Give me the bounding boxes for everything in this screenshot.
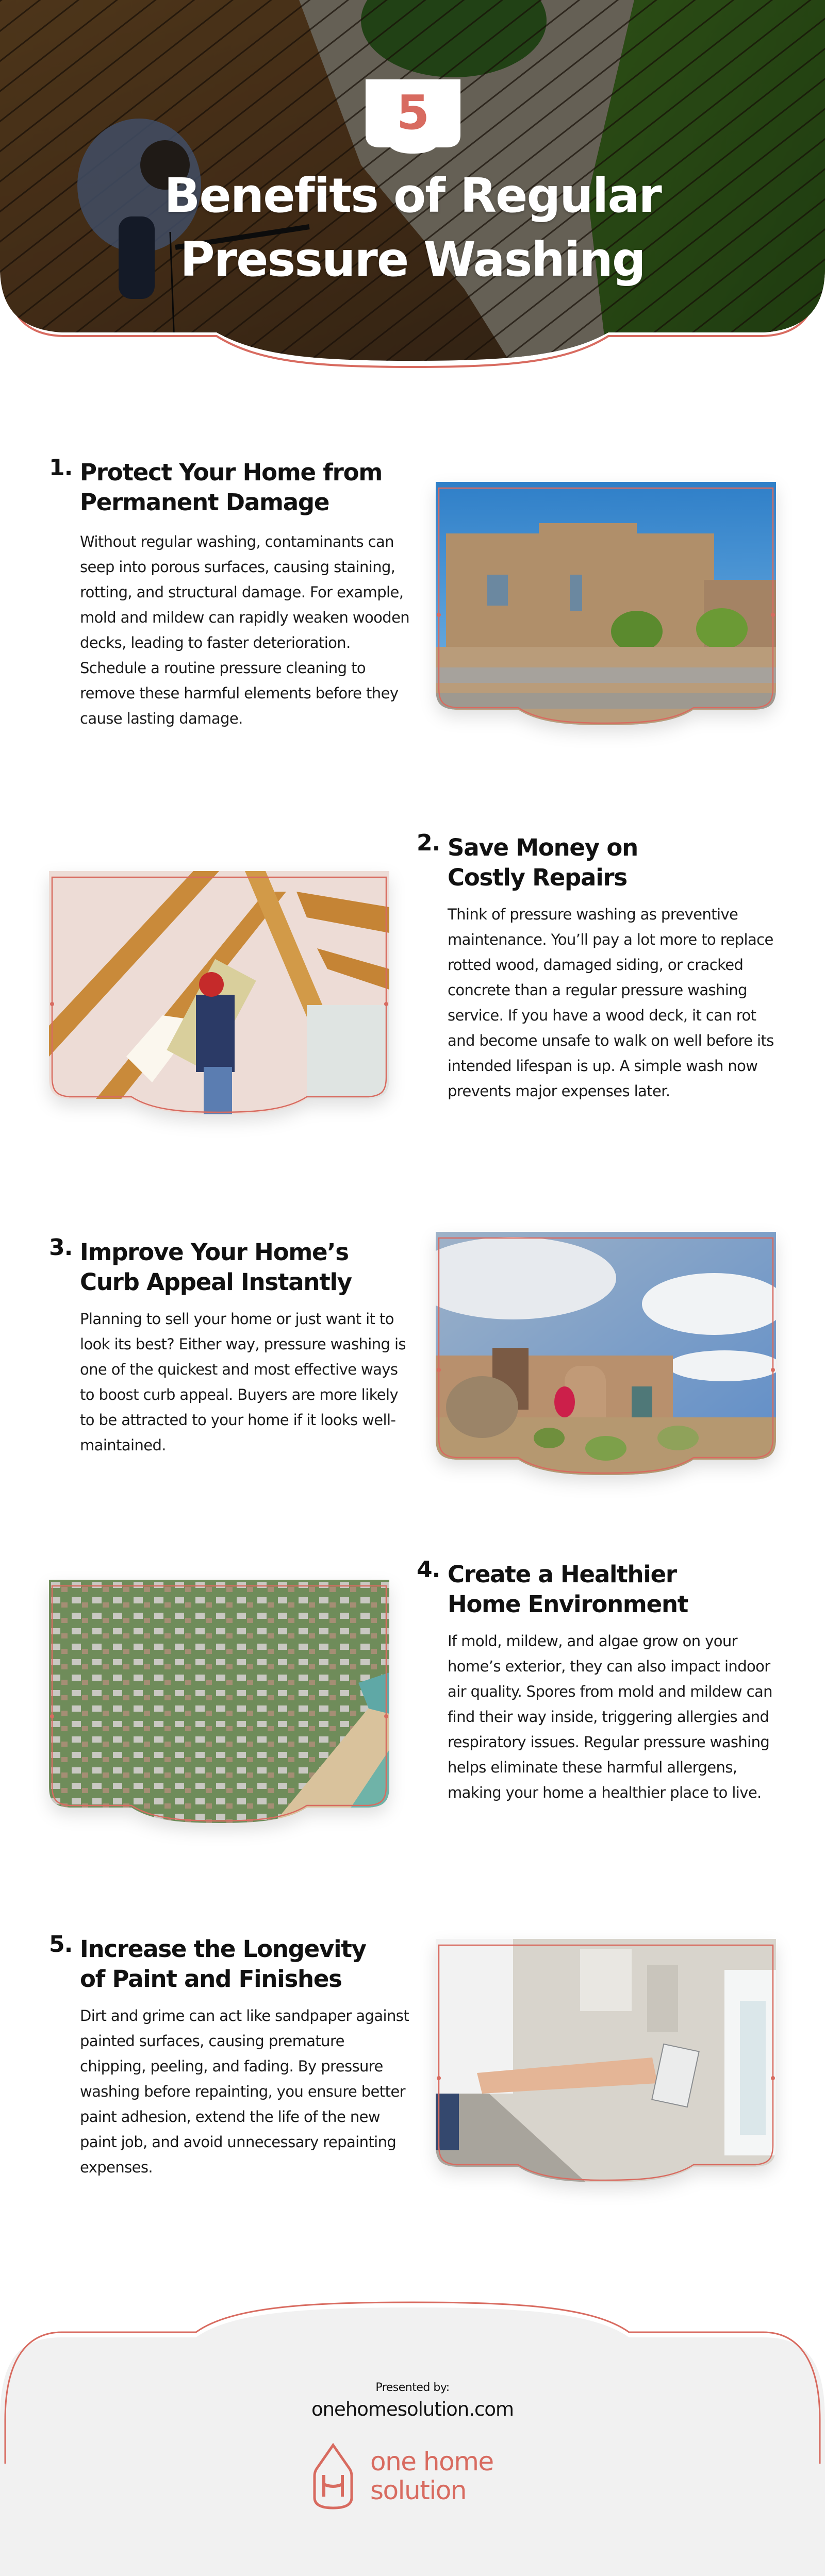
benefit-body: Without regular washing, contaminants can seep into porous surfaces, causing staining, rotting, and structural damage. For example, mold and mildew can rapidly weaken wooden decks, leading to faster deterioration. Schedule a routine pressure cleaning to remove these harmful elements before they cause lasting damage. xyxy=(80,533,410,727)
brand-logo[interactable] xyxy=(307,2443,524,2515)
heading-line-2: Permanent Damage xyxy=(80,489,329,516)
heading-line-1: Protect Your Home from xyxy=(80,459,383,486)
benefit-body: Dirt and grime can act like sandpaper against painted surfaces, causing premature chipping, peeling, and fading. By pressure washing before repainting, you ensure better paint adhesion, extend the life of the new paint job, and avoid unnecessary repainting expenses. xyxy=(80,2007,409,2176)
website-link[interactable]: onehomesolution.com xyxy=(311,2398,514,2420)
heading-line-1: Create a Healthier xyxy=(448,1561,676,1588)
benefit-photo-4 xyxy=(49,1580,389,1837)
benefit-body: If mold, mildew, and algae grow on your home’s exterior, they can also impact indoor air quality. Spores from mold and mildew can find their way inside, triggering allergies and respiratory issues. Regular pressure washing helps eliminate these harmful allergens, making your home a healthier place to live. xyxy=(448,1632,772,1801)
benefit-heading xyxy=(448,833,798,893)
benefit-heading xyxy=(80,1237,431,1297)
title-line-2: Pressure Washing xyxy=(180,232,645,287)
benefit-number: 3. xyxy=(49,1234,73,1261)
benefit-photo-1 xyxy=(436,482,776,740)
benefit-number: 1. xyxy=(49,455,73,481)
heading-line-2: of Paint and Finishes xyxy=(80,1965,342,1993)
count-badge xyxy=(364,78,463,155)
benefit-body: Think of pressure washing as preventive maintenance. You’ll pay a lot more to replace rotted wood, damaged siding, or cracked concrete than a regular pressure washing service. If you have a wood deck, it can rot and become unsafe to walk on well before its intended lifespan is up. A simple wash now prevents major expenses later. xyxy=(448,906,774,1100)
benefit-heading xyxy=(80,458,431,517)
benefit-number: 5. xyxy=(49,1931,73,1958)
benefit-photo-3 xyxy=(436,1232,776,1490)
presented-by-label: Presented by: xyxy=(375,2381,450,2394)
logo-line-1: one home xyxy=(370,2447,493,2477)
benefit-heading xyxy=(448,1560,798,1619)
heading-line-1: Improve Your Home’s xyxy=(80,1239,349,1266)
wall-plastering-image xyxy=(436,1939,776,2202)
heading-line-1: Save Money on xyxy=(448,834,638,861)
title-line-1: Benefits of Regular xyxy=(164,168,661,223)
benefit-number: 4. xyxy=(417,1557,440,1583)
heading-line-1: Increase the Longevity xyxy=(80,1935,366,1963)
logo-line-2: solution xyxy=(370,2475,466,2505)
badge-number: 5 xyxy=(396,85,430,140)
adobe-house-image xyxy=(436,482,776,745)
desert-home-image xyxy=(436,1232,776,1495)
hero-banner xyxy=(0,0,825,371)
aerial-neighborhood-image xyxy=(49,1580,389,1843)
logo-wordmark xyxy=(370,2447,493,2505)
page-title xyxy=(0,164,825,292)
house-h-logo-icon xyxy=(307,2443,359,2510)
benefit-photo-2 xyxy=(49,871,389,1129)
benefit-heading xyxy=(80,1934,431,1994)
heading-line-2: Home Environment xyxy=(448,1591,688,1618)
benefit-number: 2. xyxy=(417,830,440,856)
heading-line-2: Curb Appeal Instantly xyxy=(80,1268,352,1296)
attic-insulation-image xyxy=(49,871,389,1134)
footer-background-shape xyxy=(0,2301,825,2576)
benefit-photo-5 xyxy=(436,1939,776,2197)
benefit-body: Planning to sell your home or just want it to look its best? Either way, pressure washing is one of the quickest and most effective ways to boost curb appeal. Buyers are more likely to be attracted to your home if it looks well-maintained. xyxy=(80,1310,406,1454)
footer xyxy=(0,2301,825,2576)
heading-line-2: Costly Repairs xyxy=(448,864,628,891)
